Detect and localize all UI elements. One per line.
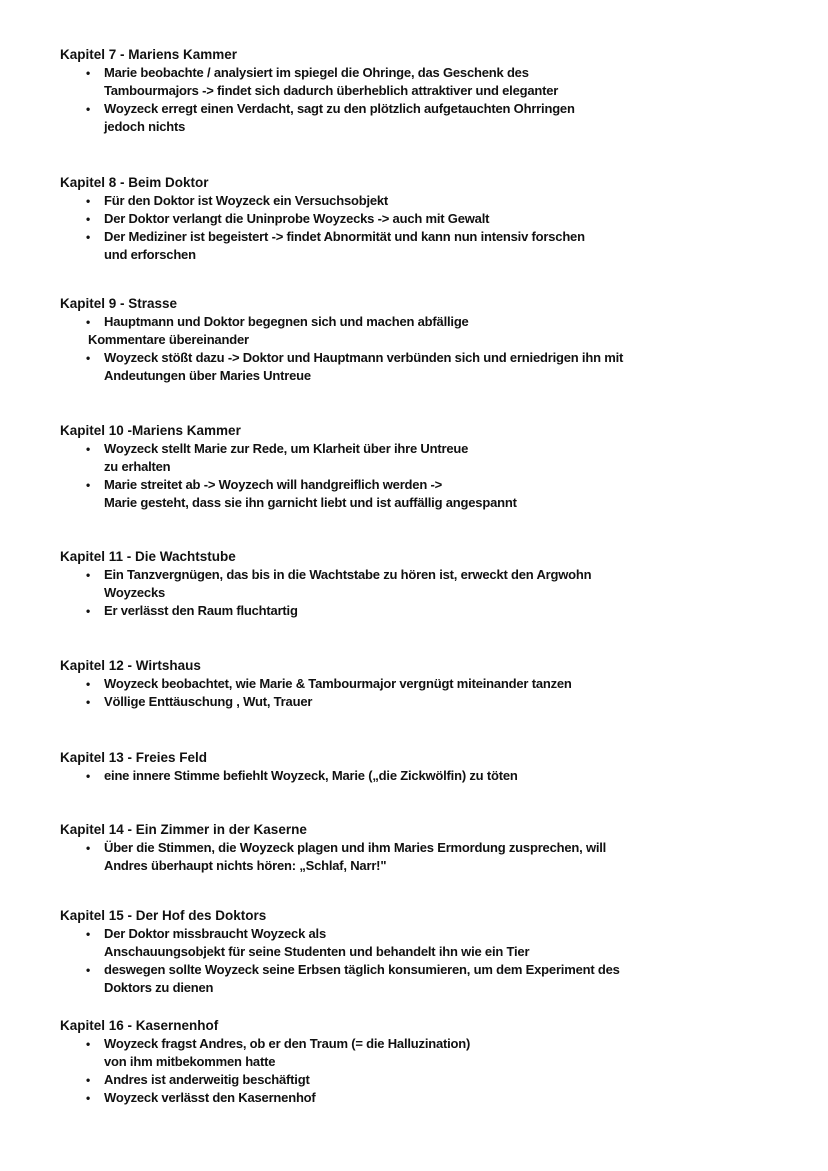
bullet-item xyxy=(48,210,585,228)
bullet-item xyxy=(48,925,620,961)
bullet-text-line: • Woyzeck stellt Marie zur Rede, um Klarheit über ihre Untreue xyxy=(104,441,469,456)
chapter-heading: Kapitel 7 - Mariens Kammer xyxy=(48,46,287,64)
chapter-section xyxy=(48,749,518,785)
chapter-section xyxy=(48,174,585,264)
bullet-text-line: jedoch nichts xyxy=(104,119,186,134)
bullet-text-line: • Hauptmann und Doktor begegnen sich und machen abfällige xyxy=(104,314,469,329)
bullet-text-line: und erforschen xyxy=(104,247,196,262)
bullet-item xyxy=(48,675,572,693)
bullet-item xyxy=(48,476,517,512)
bullet-item xyxy=(48,839,606,875)
bullet-list xyxy=(48,440,517,512)
chapter-section xyxy=(48,1017,470,1107)
bullet-text-line: Tambourmajors -> findet sich dadurch überheblich attraktiver und eleganter xyxy=(104,83,559,98)
bullet-list xyxy=(48,925,620,997)
bullet-text-line: Anschauungsobjekt für seine Studenten und behandelt ihn wie ein Tier xyxy=(104,944,530,959)
bullet-text-line: • Marie streitet ab -> Woyzech will handgreiflich werden -> xyxy=(104,477,443,492)
bullet-list xyxy=(48,313,623,385)
bullet-item xyxy=(48,440,517,476)
bullet-text-line: • Der Mediziner ist begeistert -> findet Abnormität und kann nun intensiv forschen xyxy=(104,229,585,244)
bullet-item xyxy=(48,100,575,136)
bullet-text-line: • Der Doktor verlangt die Uninprobe Woyzecks -> auch mit Gewalt xyxy=(104,211,490,226)
chapter-section xyxy=(48,821,606,875)
chapter-section xyxy=(48,548,591,620)
chapter-heading: Kapitel 12 - Wirtshaus xyxy=(48,657,251,675)
chapter-section xyxy=(48,46,575,136)
bullet-item xyxy=(48,228,585,264)
bullet-item xyxy=(48,192,585,210)
bullet-text-line: • eine innere Stimme befiehlt Woyzeck, Marie („die Zickwölfin) zu töten xyxy=(104,768,518,783)
bullet-text-line: • Für den Doktor ist Woyzeck ein Versuchsobjekt xyxy=(104,193,389,208)
bullet-item xyxy=(48,64,575,100)
bullet-text-line: • Woyzeck stößt dazu -> Doktor und Hauptmann verbünden sich und erniedrigen ihn mit xyxy=(104,350,624,365)
chapter-heading: Kapitel 16 - Kasernenhof xyxy=(48,1017,268,1035)
bullet-list xyxy=(48,1035,470,1107)
bullet-item xyxy=(48,349,623,385)
bullet-text-line: • Völlige Enttäuschung , Wut, Trauer xyxy=(104,694,313,709)
chapter-section xyxy=(48,295,623,385)
bullet-text-line: Woyzecks xyxy=(104,585,166,600)
bullet-text-line: • Über die Stimmen, die Woyzeck plagen und ihm Maries Ermordung zusprechen, will xyxy=(104,840,607,855)
bullet-item xyxy=(48,1089,470,1107)
bullet-list xyxy=(48,675,572,711)
bullet-item xyxy=(48,602,591,620)
bullet-text-line: • Der Doktor missbraucht Woyzeck als xyxy=(104,926,326,941)
bullet-text-line: • Woyzeck beobachtet, wie Marie & Tambourmajor vergnügt miteinander tanzen xyxy=(104,676,572,691)
bullet-text-line: Andeutungen über Maries Untreue xyxy=(104,368,311,383)
bullet-text-line: • Ein Tanzvergnügen, das bis in die Wachtstabe zu hören ist, erweckt den Argwohn xyxy=(104,567,592,582)
bullet-text-line: Doktors zu dienen xyxy=(104,980,214,995)
chapter-section xyxy=(48,657,572,711)
chapter-section xyxy=(48,422,517,512)
bullet-list xyxy=(48,767,518,785)
bullet-text-line: zu erhalten xyxy=(104,459,171,474)
chapter-heading: Kapitel 11 - Die Wachtstube xyxy=(48,548,286,566)
chapter-heading: Kapitel 10 -Mariens Kammer xyxy=(48,422,291,440)
chapter-heading: Kapitel 13 - Freies Feld xyxy=(48,749,257,767)
bullet-text-line: • Woyzeck fragst Andres, ob er den Traum (= die Halluzination) xyxy=(104,1036,471,1051)
bullet-item xyxy=(48,961,620,997)
bullet-text-line: Marie gesteht, dass sie ihn garnicht liebt und ist auffällig angespannt xyxy=(104,495,517,510)
bullet-text-line: • Marie beobachte / analysiert im spiegel die Ohringe, das Geschenk des xyxy=(104,65,529,80)
chapter-heading: Kapitel 9 - Strasse xyxy=(48,295,227,313)
bullet-text-line: Kommentare übereinander xyxy=(88,332,249,347)
bullet-item xyxy=(48,566,591,602)
bullet-list xyxy=(48,566,591,620)
chapter-heading: Kapitel 15 - Der Hof des Doktors xyxy=(48,907,316,925)
bullet-list xyxy=(48,64,575,136)
bullet-text-line: • Woyzeck verlässt den Kasernenhof xyxy=(104,1090,316,1105)
bullet-text-line: von ihm mitbekommen hatte xyxy=(104,1054,276,1069)
chapter-section xyxy=(48,907,620,997)
bullet-item xyxy=(48,1071,470,1089)
bullet-item xyxy=(48,693,572,711)
bullet-list xyxy=(48,839,606,875)
chapter-heading: Kapitel 14 - Ein Zimmer in der Kaserne xyxy=(48,821,357,839)
bullet-text-line: Andres überhaupt nichts hören: „Schlaf, Narr!" xyxy=(104,858,387,873)
bullet-text-line: • Andres ist anderweitig beschäftigt xyxy=(104,1072,310,1087)
chapter-heading: Kapitel 8 - Beim Doktor xyxy=(48,174,259,192)
bullet-list xyxy=(48,192,585,264)
bullet-item xyxy=(48,1035,470,1071)
bullet-item xyxy=(48,313,623,349)
bullet-text-line: • Er verlässt den Raum fluchtartig xyxy=(104,603,298,618)
bullet-text-line: • Woyzeck erregt einen Verdacht, sagt zu den plötzlich aufgetauchten Ohrringen xyxy=(104,101,575,116)
bullet-item xyxy=(48,767,518,785)
bullet-text-line: • deswegen sollte Woyzeck seine Erbsen täglich konsumieren, um dem Experiment des xyxy=(104,962,620,977)
